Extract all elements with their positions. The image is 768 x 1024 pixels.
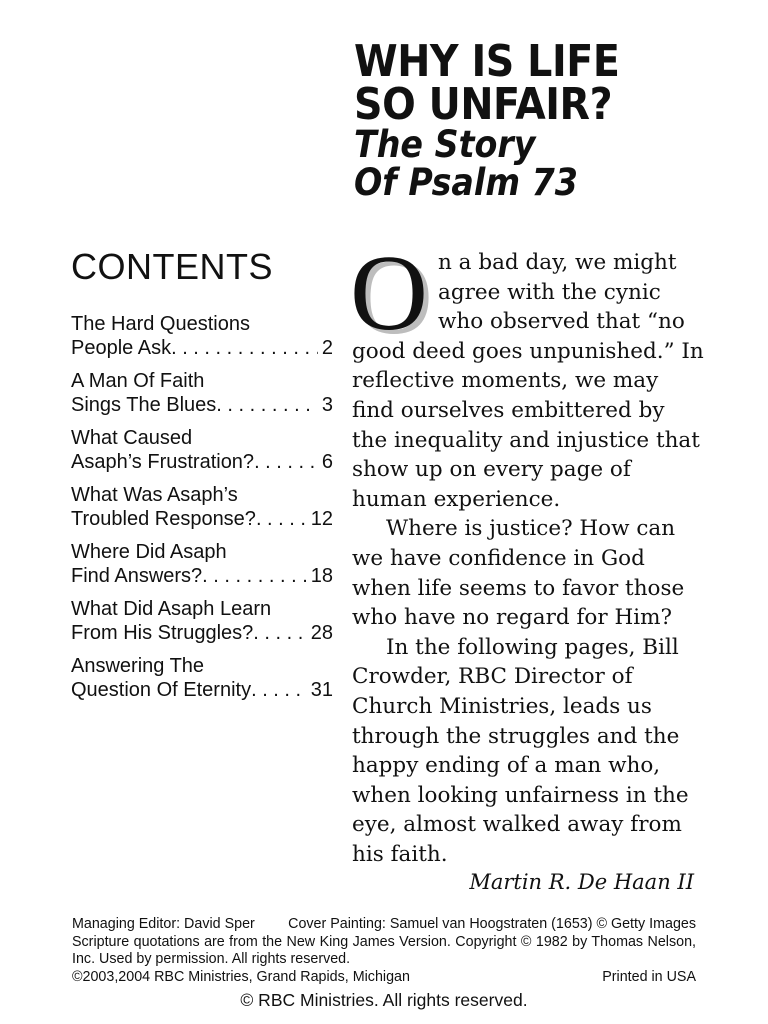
table-of-contents <box>71 312 333 711</box>
title-line-2: SO UNFAIR? <box>354 79 613 130</box>
toc-entry-title: A Man Of Faith <box>71 370 205 392</box>
drop-cap: O <box>350 234 428 353</box>
toc-entry[interactable] <box>71 654 333 702</box>
toc-entry-title: What Did Asaph Learn <box>71 598 272 620</box>
subtitle-line-2: Of Psalm 73 <box>354 161 578 204</box>
intro-text <box>350 234 704 869</box>
toc-entry-title: From His Struggles? <box>71 622 254 644</box>
title-line-1: WHY IS LIFE <box>354 36 620 87</box>
toc-entry-title: What Was Asaph’s <box>71 484 238 506</box>
scripture-notice: Scripture quotations are from the New King James Version. Copyright © 1982 by Thomas Nelson, Inc. Used by permission. All rights reserved. <box>72 933 696 967</box>
title-block <box>354 36 754 204</box>
toc-entry[interactable] <box>71 426 333 474</box>
dot-leader <box>216 393 318 417</box>
toc-page-number: 31 <box>310 679 333 701</box>
toc-entry[interactable] <box>71 540 333 588</box>
toc-page-number: 6 <box>321 451 333 473</box>
toc-entry-title: Troubled Response? <box>71 508 256 530</box>
footer-credits <box>72 916 696 986</box>
copyright-notice: ©2003,2004 RBC Ministries, Grand Rapids, Michigan <box>72 968 410 985</box>
toc-entry-title: Sings The Blues <box>71 394 217 416</box>
toc-entry[interactable] <box>71 312 333 360</box>
toc-entry-title: Question Of Eternity <box>71 679 252 701</box>
toc-entry[interactable] <box>71 597 333 645</box>
dot-leader <box>254 450 318 474</box>
toc-entry-title: The Hard Questions <box>71 313 250 335</box>
contents-heading: CONTENTS <box>71 246 273 287</box>
dot-leader <box>251 678 307 702</box>
toc-page-number: 12 <box>310 508 333 530</box>
toc-entry-title: Asaph’s Frustration? <box>71 451 255 473</box>
subtitle-line-1: The Story <box>354 123 536 166</box>
intro-paragraph-1 <box>350 234 704 514</box>
cover-painting-credit: Cover Painting: Samuel van Hoogstraten (1653) © Getty Images <box>288 916 696 932</box>
dot-leader <box>202 564 307 588</box>
dot-leader <box>256 507 307 531</box>
toc-page-number: 28 <box>310 622 333 644</box>
intro-paragraph-2: Where is justice? How can we have confidence in God when life seems to favor those who have no regard for Him? <box>352 516 685 631</box>
toc-entry[interactable] <box>71 369 333 417</box>
toc-entry[interactable] <box>71 483 333 531</box>
toc-page-number: 18 <box>310 565 333 587</box>
toc-page-number: 3 <box>321 394 333 416</box>
toc-entry-title: Where Did Asaph <box>71 541 227 563</box>
dot-leader <box>171 336 318 360</box>
intro-paragraph-3: In the following pages, Bill Crowder, RBC Director of Church Ministries, leads us through the struggles and the happy ending of a man who, when looking unfairness in the eye, almost walked away from his faith. <box>352 634 689 867</box>
printed-in-notice: Printed in USA <box>602 968 696 985</box>
dot-leader <box>253 621 306 645</box>
intro-paragraph-1-text: n a bad day, we might agree with the cynic who observed that “no good deed goes unpunished.” In reflective moments, we may find ourselves embittered by the inequality and injustice that show up on every page of human experience. <box>352 250 704 512</box>
toc-entry-title: Answering The <box>71 655 205 677</box>
author-signature: Martin R. De Haan II <box>469 870 694 894</box>
toc-page-number: 2 <box>321 337 333 359</box>
watermark-copyright: © RBC Ministries. All rights reserved. <box>240 990 528 1010</box>
managing-editor-credit: Managing Editor: David Sper <box>72 916 255 932</box>
toc-entry-title: People Ask <box>71 337 172 359</box>
toc-entry-title: What Caused <box>71 427 193 449</box>
toc-entry-title: Find Answers? <box>71 565 203 587</box>
